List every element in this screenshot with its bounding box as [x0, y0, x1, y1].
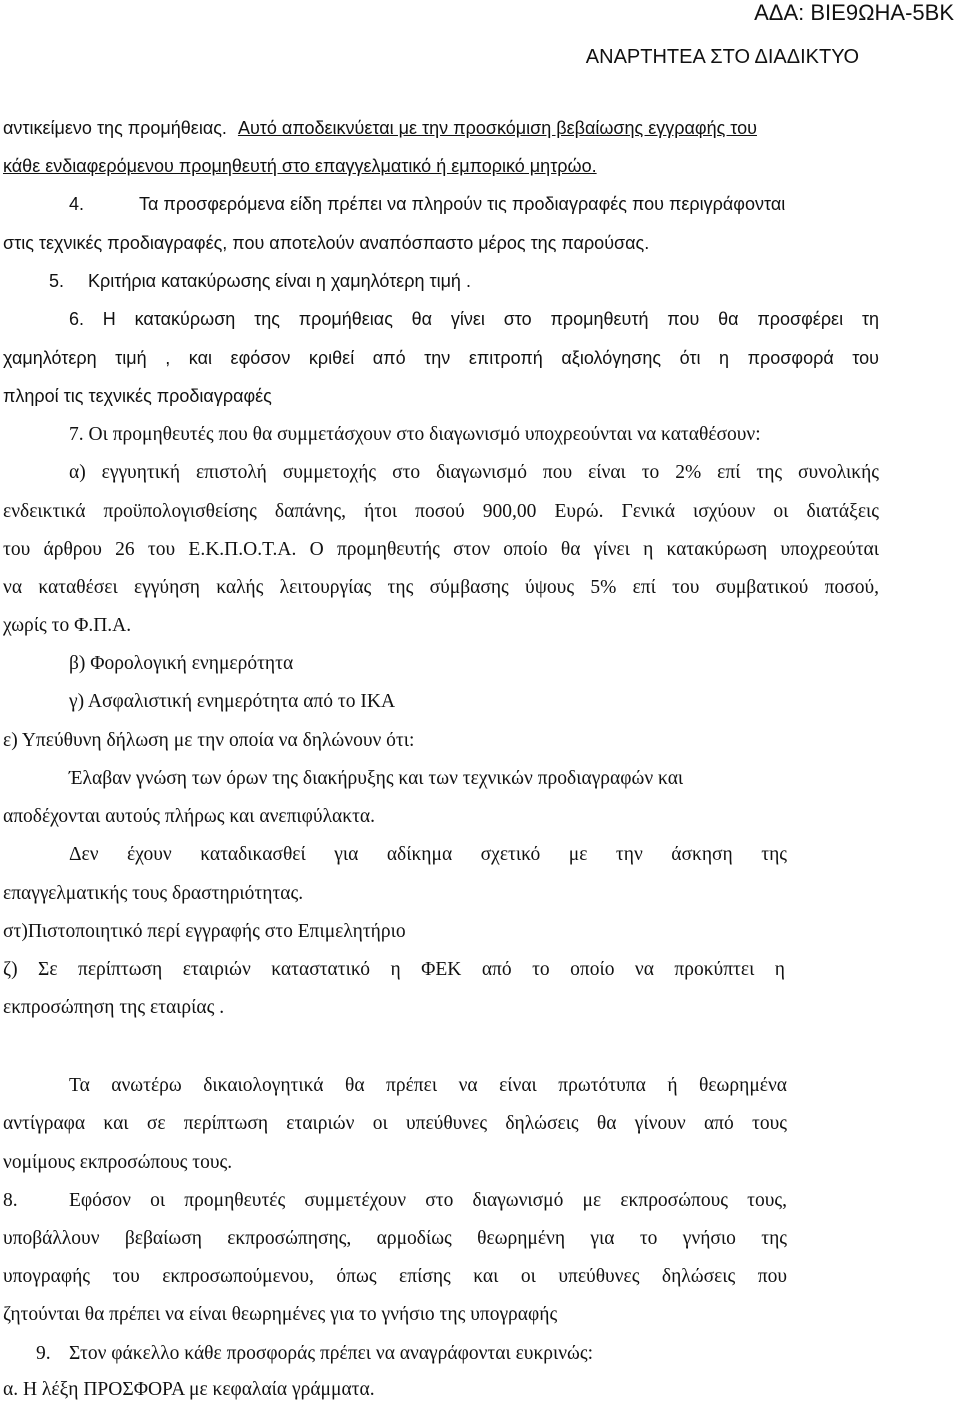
paragraph-line: πληροί τις τεχνικές προδιαγραφές — [3, 386, 272, 406]
paragraph-line: 7. Οι προμηθευτές που θα συμμετάσχουν στο διαγωνισμό υποχρεούνται να καταθέσουν: — [69, 424, 761, 445]
paragraph-line: υποβάλλουν βεβαίωση εκπροσώπησης, αρμοδίως θεωρημένη για το γνήσιο της — [3, 1228, 787, 1249]
paragraph-line: υπογραφής του εκπροσωπούμενου, όπως επίσης και οι υπεύθυνες δηλώσεις που — [3, 1266, 787, 1287]
paragraph-line: α) εγγυητική επιστολή συμμετοχής στο διαγωνισμό που είναι το 2% επί της συνολικής — [69, 462, 879, 483]
paragraph-line: Τα ανωτέρω δικαιολογητικά θα πρέπει να είναι πρωτότυπα ή θεωρημένα — [69, 1075, 787, 1096]
item-number: 9. — [36, 1343, 51, 1364]
paragraph-line: χαμηλότερη τιμή , και εφόσον κριθεί από την επιτροπή αξιολόγησης ότι η προσφορά του — [3, 348, 879, 368]
paragraph-line: αποδέχονται αυτούς πλήρως και ανεπιφύλακτα. — [3, 806, 375, 827]
paragraph-line: κάθε ενδιαφερόμενου προμηθευτή στο επαγγελματικό ή εμπορικό μητρώο. — [3, 156, 597, 176]
paragraph-line: γ) Ασφαλιστική ενημερότητα από το ΙΚΑ — [69, 691, 396, 712]
paragraph-line: εκπροσώπηση της εταιρίας . — [3, 997, 225, 1018]
paragraph-line: Στον φάκελλο κάθε προσφοράς πρέπει να αναγράφονται ευκρινώς: — [69, 1343, 594, 1364]
paragraph-line — [3, 118, 757, 139]
paragraph-line: ε) Υπεύθυνη δήλωση με την οποία να δηλώνουν ότι: — [3, 730, 415, 751]
paragraph-line: χωρίς το Φ.Π.Α. — [3, 615, 132, 636]
paragraph-line: αντίγραφα και σε περίπτωση εταιριών οι υπεύθυνες δηλώσεις θα γίνουν από τους — [3, 1113, 787, 1134]
paragraph-text: αντικείμενο της προμήθειας. — [3, 118, 227, 138]
item-number: 5. — [49, 271, 65, 291]
paragraph-line: Κριτήρια κατακύρωσης είναι η χαμηλότερη τιμή . — [88, 271, 471, 291]
underlined-text: Αυτό αποδεικνύεται με την προσκόμιση βεβαίωσης εγγραφής του — [237, 118, 757, 138]
paragraph-line: επαγγελματικής τους δραστηριότητας. — [3, 883, 304, 904]
posted-online-label: ΑΝΑΡΤΗΤΕΑ ΣΤΟ ΔΙΑΔΙΚΤΥΟ — [585, 46, 859, 68]
paragraph-line: του άρθρου 26 του Ε.Κ.Π.Ο.Τ.Α. Ο προμηθευτής στον οποίο θα γίνει η κατακύρωση υποχρεούται — [3, 539, 879, 560]
item-number: 8. — [3, 1190, 18, 1211]
paragraph-line: στις τεχνικές προδιαγραφές, που αποτελούν αναπόσπαστο μέρος της παρούσας. — [3, 233, 650, 253]
paragraph-line: 6. Η κατακύρωση της προμήθειας θα γίνει στο προμηθευτή που θα προσφέρει τη — [69, 309, 879, 329]
paragraph-line: ενδεικτικά προϋπολογισθείσης δαπάνης, ήτοι ποσού 900,00 Ευρώ. Γενικά ισχύουν οι διατάξεις — [3, 501, 879, 522]
paragraph-line: Δεν έχουν καταδικασθεί για αδίκημα σχετικό με την άσκηση της — [69, 844, 787, 865]
paragraph-line: Εφόσον οι προμηθευτές συμμετέχουν στο διαγωνισμό με εκπροσώπους τους, — [69, 1190, 787, 1211]
paragraph-line: α. Η λέξη ΠΡΟΣΦΟΡΑ με κεφαλαία γράμματα. — [3, 1379, 375, 1400]
paragraph-line: ζ) Σε περίπτωση εταιριών καταστατικό η ΦΕΚ από το οποίο να προκύπτει η — [3, 959, 785, 980]
paragraph-line: Τα προσφερόμενα είδη πρέπει να πληρούν τις προδιαγραφές που περιγράφονται — [139, 194, 786, 214]
paragraph-line: νομίμους εκπροσώπους τους. — [3, 1152, 233, 1173]
paragraph-line: να καταθέσει εγγύηση καλής λειτουργίας της σύμβασης ύψους 5% επί του συμβατικού ποσού, — [3, 577, 879, 598]
item-number: 4. — [69, 194, 85, 214]
ada-code: ΑΔΑ: ΒΙΕ9ΩΗΑ-5ΒΚ — [754, 0, 954, 25]
paragraph-line: β) Φορολογική ενημερότητα — [69, 653, 294, 674]
paragraph-line: Έλαβαν γνώση των όρων της διακήρυξης και των τεχνικών προδιαγραφών και — [69, 768, 684, 789]
paragraph-line: στ)Πιστοποιητικό περί εγγραφής στο Επιμελητήριο — [3, 921, 406, 942]
paragraph-line: ζητούνται θα πρέπει να είναι θεωρημένες για το γνήσιο της υπογραφής — [3, 1304, 558, 1325]
